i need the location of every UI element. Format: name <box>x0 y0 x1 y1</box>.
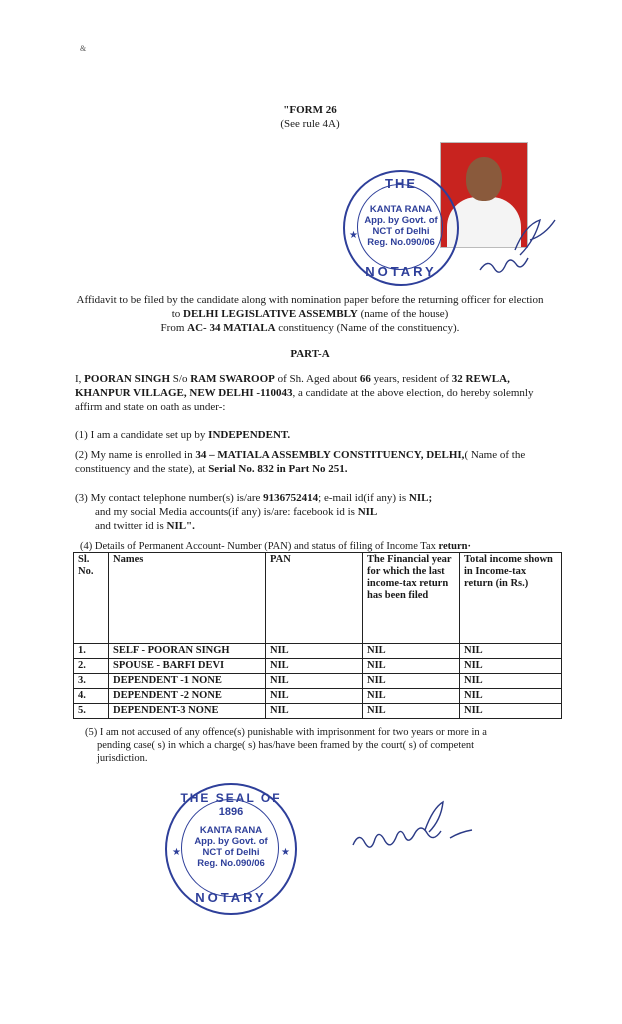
item4-text: (4) Details of Permanent Account- Number (PAN) and status of filing of Income Tax <box>80 541 436 552</box>
phone-number: 9136752414 <box>263 492 319 504</box>
seal-star-left-icon: ★ <box>172 847 181 858</box>
col-total-income: Total income shown in Income-tax return (in Rs.) <box>460 553 562 644</box>
decl-text3: , a candidate at the above election, do hereby solemnly <box>292 387 534 399</box>
cell-pan: NIL <box>266 674 363 689</box>
form-number: "FORM 26 <box>283 104 337 116</box>
item-1 <box>75 428 555 442</box>
decl-text4: affirm and state on oath as under-: <box>75 401 226 413</box>
twitter-value: NIL". <box>166 520 195 532</box>
item-3 <box>75 491 557 533</box>
to-prefix: to <box>171 308 181 320</box>
item5-line2: pending case( s) in which a charge( s) has/have been framed by the court( s) of competent <box>97 740 475 751</box>
seal-star-right-icon: ★ <box>281 847 290 858</box>
seal-approval: App. by Govt. of <box>194 836 268 847</box>
party-name: INDEPENDENT. <box>208 429 291 441</box>
cell-name: SELF - POORAN SINGH <box>109 644 266 659</box>
seal-number: 1896 <box>218 806 244 818</box>
notary-seal-bottom <box>165 783 297 915</box>
house-note: (name of the house) <box>360 308 449 320</box>
cell-year: NIL <box>363 674 460 689</box>
cell-sl: 5. <box>74 704 109 719</box>
item-5 <box>85 726 555 765</box>
cell-income: NIL <box>460 644 562 659</box>
cell-sl: 1. <box>74 644 109 659</box>
notary-stamp-top <box>343 170 459 286</box>
item4-return: return· <box>438 541 472 552</box>
table-row <box>74 689 562 704</box>
from-prefix: From <box>160 322 185 334</box>
address-line2: KHANPUR VILLAGE, NEW DELHI -110043 <box>75 387 293 399</box>
form-title <box>220 103 400 131</box>
item3-email-label: ; e-mail id(if any) is <box>318 492 407 504</box>
house-name: DELHI LEGISLATIVE ASSEMBLY <box>183 308 358 320</box>
table-row <box>74 659 562 674</box>
item5-line1: (5) I am not accused of any offence(s) punishable with imprisonment for two years or more in a <box>85 727 487 738</box>
affidavit-intro <box>60 293 560 335</box>
candidate-age: 66 <box>359 373 371 385</box>
candidate-name: POORAN SINGH <box>84 373 171 385</box>
seal-arc-top: THE SEAL OF <box>180 791 282 805</box>
decl-text2: years, resident of <box>373 373 450 385</box>
item1-text: (1) I am a candidate set up by <box>75 429 206 441</box>
cell-year: NIL <box>363 704 460 719</box>
cell-year: NIL <box>363 689 460 704</box>
cell-year: NIL <box>363 644 460 659</box>
affidavit-line1: Affidavit to be filed by the candidate along with nomination paper before the returning officer for election <box>76 294 544 306</box>
seal-nct: NCT of Delhi <box>202 847 260 858</box>
photo-head <box>466 157 502 201</box>
stamp-name: KANTA RANA <box>369 204 433 215</box>
cell-income: NIL <box>460 659 562 674</box>
cell-name: DEPENDENT -1 NONE <box>109 674 266 689</box>
cell-year: NIL <box>363 659 460 674</box>
pan-table <box>73 552 562 719</box>
table-row <box>74 644 562 659</box>
item2-rest: ( Name of the <box>464 449 526 461</box>
stamp-approval: App. by Govt. of <box>364 215 438 226</box>
cell-pan: NIL <box>266 659 363 674</box>
cell-sl: 3. <box>74 674 109 689</box>
item3-line3: and twitter id is <box>95 520 164 532</box>
seal-reg: Reg. No.090/06 <box>197 858 265 869</box>
stamp-reg: Reg. No.090/06 <box>367 237 435 248</box>
item3-line2: and my social Media accounts(if any) is/are: facebook id is <box>95 506 355 518</box>
cell-name: DEPENDENT -2 NONE <box>109 689 266 704</box>
item3-text: (3) My contact telephone number(s) is/are <box>75 492 261 504</box>
cell-pan: NIL <box>266 704 363 719</box>
enrolment-constituency: 34 – MATIALA ASSEMBLY CONSTITUENCY, DELHI, <box>195 449 465 461</box>
cell-income: NIL <box>460 689 562 704</box>
declaration-paragraph <box>75 372 555 414</box>
item2-text: (2) My name is enrolled in <box>75 449 193 461</box>
seal-name: KANTA RANA <box>199 825 263 836</box>
cell-income: NIL <box>460 674 562 689</box>
stamp-nct: NCT of Delhi <box>372 226 430 237</box>
decl-text1: of Sh. Aged about <box>277 373 358 385</box>
item5-line3: jurisdiction. <box>97 753 148 764</box>
table-row <box>74 674 562 689</box>
signature-top <box>470 200 565 285</box>
col-financial-year: The Financial year for which the last income-tax return has been filed <box>363 553 460 644</box>
email-value: NIL; <box>408 492 433 504</box>
serial-part: Serial No. 832 in Part No 251. <box>208 463 348 475</box>
table-header-row <box>74 553 562 644</box>
stamp-arc-top: THE <box>385 176 417 191</box>
cell-pan: NIL <box>266 644 363 659</box>
stamp-star-icon: ★ <box>349 230 358 241</box>
constituency-note: constituency (Name of the constituency). <box>278 322 460 334</box>
cell-name: SPOUSE - BARFI DEVI <box>109 659 266 674</box>
form-rule: (See rule 4A) <box>280 118 340 130</box>
item2-line2: constituency and the state), at <box>75 463 206 475</box>
part-a-heading: PART-A <box>290 348 330 360</box>
table-row <box>74 704 562 719</box>
cell-name: DEPENDENT-3 NONE <box>109 704 266 719</box>
decl-relation: S/o <box>172 373 188 385</box>
cell-sl: 2. <box>74 659 109 674</box>
item-2 <box>75 448 557 476</box>
stamp-arc-bottom: NOTARY <box>365 264 437 279</box>
cell-sl: 4. <box>74 689 109 704</box>
cell-pan: NIL <box>266 689 363 704</box>
signature-bottom <box>345 800 485 870</box>
facebook-value: NIL <box>357 506 378 518</box>
seal-arc-bottom: NOTARY <box>195 890 267 905</box>
cell-income: NIL <box>460 704 562 719</box>
address-line1: 32 REWLA, <box>451 373 510 385</box>
col-sl-no: Sl. No. <box>74 553 109 644</box>
constituency-name: AC- 34 MATIALA <box>187 322 276 334</box>
margin-mark: & <box>80 44 87 53</box>
col-names: Names <box>109 553 266 644</box>
col-pan: PAN <box>266 553 363 644</box>
decl-i: I, <box>75 373 82 385</box>
father-name: RAM SWAROOP <box>190 373 275 385</box>
